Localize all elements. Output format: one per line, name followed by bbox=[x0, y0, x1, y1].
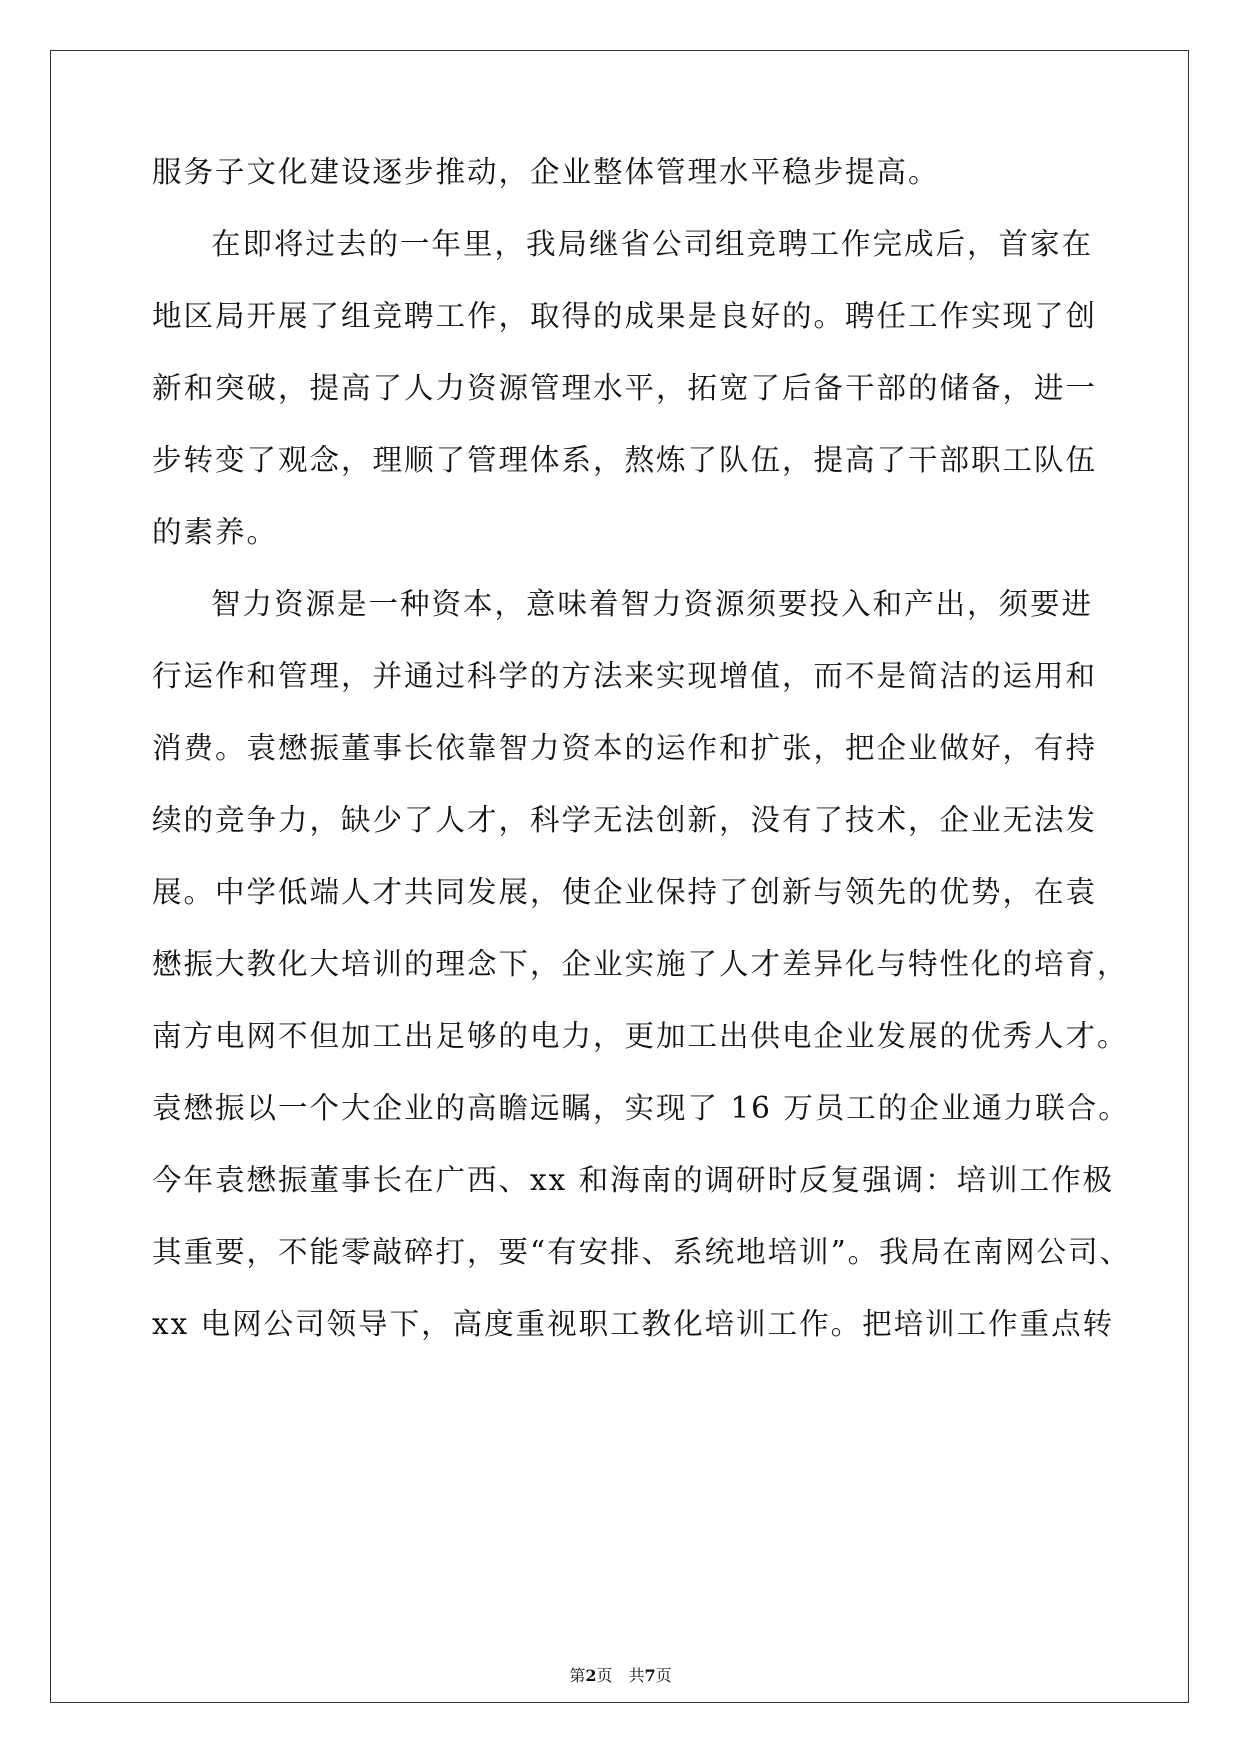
page-prefix: 第 bbox=[569, 1666, 586, 1685]
text-line: 展。中学低端人才共同发展，使企业保持了创新与领先的优势，在袁 bbox=[152, 875, 1098, 909]
page-footer bbox=[0, 1663, 1241, 1686]
text-line: 的素养。 bbox=[152, 515, 279, 549]
text-line: 懋振大教化大培训的理念下，企业实施了人才差异化与特性化的培育， bbox=[152, 947, 1129, 981]
page-suffix: 页 bbox=[596, 1666, 613, 1685]
total-prefix: 共 bbox=[628, 1666, 645, 1685]
text-line: 袁懋振以一个大企业的高瞻远瞩，实现了 16 万员工的企业通力联合。 bbox=[152, 1091, 1130, 1125]
text-line: 地区局开展了组竞聘工作，取得的成果是良好的。聘任工作实现了创 bbox=[152, 299, 1098, 333]
text-line: 在即将过去的一年里，我局继省公司组竞聘工作完成后，首家在 bbox=[211, 227, 1094, 261]
text-line: 新和突破，提高了人力资源管理水平，拓宽了后备干部的储备，进一 bbox=[152, 371, 1098, 405]
text-line: 服务子文化建设逐步推动，企业整体管理水平稳步提高。 bbox=[152, 155, 940, 189]
text-line: 步转变了观念，理顺了管理体系，熬炼了队伍，提高了干部职工队伍 bbox=[152, 443, 1098, 477]
total-page-count: 7 bbox=[644, 1666, 656, 1685]
text-line: 续的竞争力，缺少了人才，科学无法创新，没有了技术，企业无法发 bbox=[152, 803, 1098, 837]
text-line: xx 电网公司领导下，高度重视职工教化培训工作。把培训工作重点转 bbox=[152, 1307, 1115, 1341]
text-line: 今年袁懋振董事长在广西、xx 和海南的调研时反复强调：培训工作极 bbox=[152, 1163, 1115, 1197]
text-line: 其重要，不能零敲碎打，要“有安排、系统地培训”。我局在南网公司、 bbox=[152, 1235, 1132, 1269]
text-line: 南方电网不但加工出足够的电力，更加工出供电企业发展的优秀人才。 bbox=[152, 1019, 1129, 1053]
current-page-number: 2 bbox=[585, 1666, 597, 1685]
total-suffix: 页 bbox=[655, 1666, 672, 1685]
text-line: 消费。袁懋振董事长依靠智力资本的运作和扩张，把企业做好，有持 bbox=[152, 731, 1098, 765]
text-line: 行运作和管理，并通过科学的方法来实现增值，而不是简洁的运用和 bbox=[152, 659, 1098, 693]
text-line: 智力资源是一种资本，意味着智力资源须要投入和产出，须要进 bbox=[211, 587, 1094, 621]
